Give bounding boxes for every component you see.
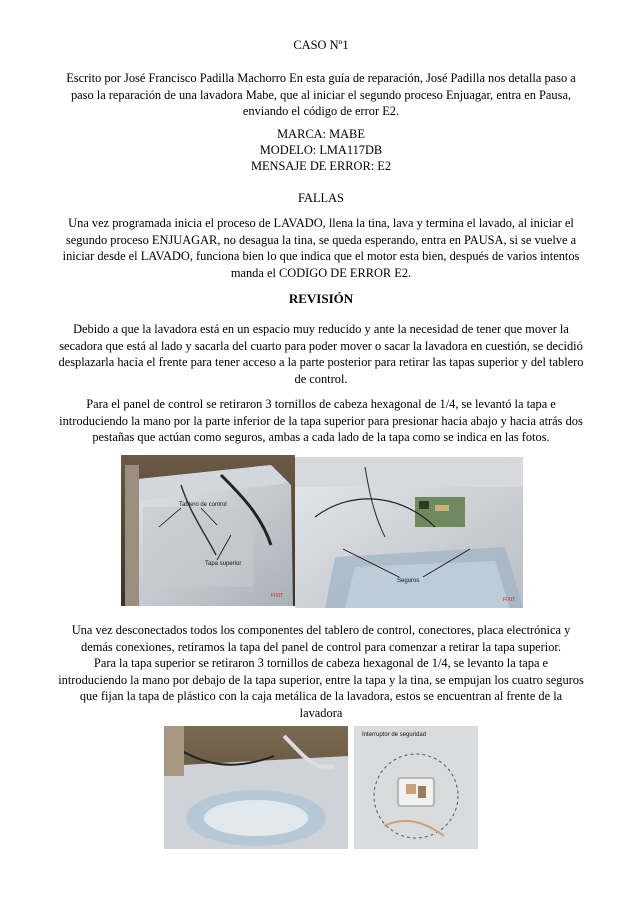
revision-paragraph-2: Para el panel de control se retiraron 3 tornillos de cabeza hexagonal de 1/4, se levantó la tapa e introduciendo la mano por la parte inferior de la tapa superior para presionar hacia abajo y hacia atrás dos pestañas que actúan como seguros, ambas a cada lado de la tapa como se indica en las fotos. — [59, 397, 583, 444]
paragraph-3a: Una vez desconectados todos los componentes del tablero de control, conectores, placa electrónica y demás conexiones, retiramos la tapa del panel de control para comenzar a retirar la tapa superior. — [71, 623, 571, 654]
revision-paragraph-1: Debido a que la lavadora está en un espacio muy reducido y ante la necesidad de tener que mover la secadora que está al lado y sacarla del cuarto para poder mover o sacar la lavadora en cuestión, se decidió desplazarla hacia el frente para tener acceso a la parte posterior para retirar las tapas superior y del tablero de control. — [58, 322, 584, 386]
watermark-1: FIXIT — [271, 593, 284, 599]
label-control-panel: Tablero de control — [179, 502, 227, 508]
brand-line: MARCA: MABE — [277, 127, 365, 141]
case-title: CASO Nº1 — [293, 38, 349, 52]
photo-top-cover — [164, 726, 348, 849]
photo-locks — [295, 457, 523, 608]
revision-heading: REVISIÓN — [288, 291, 354, 306]
photo-control-panel — [121, 455, 295, 606]
error-message-line: MENSAJE DE ERROR: E2 — [250, 159, 392, 173]
label-top-cover: Tapa superior — [205, 561, 242, 567]
fallas-paragraph: Una vez programada inicia el proceso de LAVADO, llena la tina, lava y termina el lavado, al iniciar el segundo proceso ENJUAGAR, no desagua la tina, se queda esperando, entra en PAUSA, si se vuelve a iniciar desde el LAVADO, funciona bien lo que indica que el motor esta bien, después de varios intentos manda el CODIGO DE ERROR E2. — [62, 216, 580, 280]
watermark-2: FIXIT — [503, 597, 516, 603]
label-locks: Seguros — [397, 578, 420, 584]
model-line: MODELO: LMA117DB — [259, 143, 383, 157]
paragraph-3b: Para la tapa superior se retiraron 3 tornillos de cabeza hexagonal de 1/4, se levanto la tapa e introduciendo la mano por debajo de la tapa superior, entre la tapa y la tina, se empujan los cuatro seguros que fijan la tapa de plástico con la caja metálica de la lavadora, estos se encuentran al frente de la lavadora — [58, 656, 584, 720]
fallas-heading: FALLAS — [298, 191, 344, 205]
label-safety-switch: Interruptor de seguridad — [362, 732, 427, 738]
photo-safety-switch — [354, 726, 478, 849]
intro-paragraph: Escrito por José Francisco Padilla Machorro En esta guía de reparación, José Padilla nos detalla paso a paso la reparación de una lavadora Mabe, que al iniciar el segundo proceso Enjuagar, entra en Pausa, enviando el código de error E2. — [66, 71, 576, 118]
